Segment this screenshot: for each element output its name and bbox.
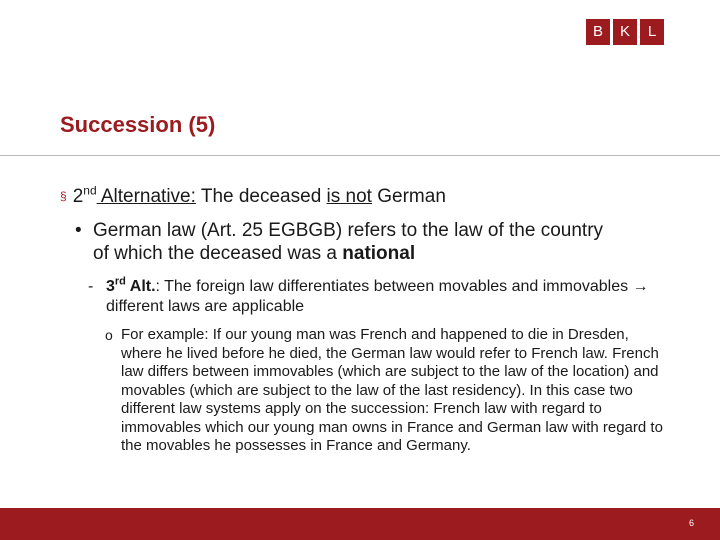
brand-logo: [586, 19, 664, 45]
section-bullet-icon: §: [60, 189, 67, 203]
circle-bullet-icon: o: [105, 327, 113, 343]
emphasis-is-not: is not: [326, 186, 372, 207]
ordinal-number: 2: [72, 186, 84, 207]
text-segment: : The foreign law differentiates between movables and immovables: [155, 278, 633, 295]
ordinal-suffix: nd: [83, 183, 97, 198]
ordinal-number: 3: [106, 278, 115, 295]
emphasis-national: national: [342, 243, 416, 264]
logo-letter-l: L: [640, 19, 664, 45]
example-paragraph: For example: If our young man was French and happened to die in Dresden, where he lived before he died, the German law would refer to French law. French law differs between immovables (which are subject to the law of the location) and movables (which are subject to the law of the last residency). In this case two different law systems apply on the succession: French law with regard to immovables which our young man owns in France and German law with regard to the movables he possesses in France and Germany.: [121, 326, 663, 454]
footer-bar: [0, 508, 720, 540]
text-segment: different laws are applicable: [106, 298, 305, 315]
bullet-level4: [105, 326, 665, 456]
bullet-level3-text: [106, 277, 658, 317]
bullet-level2: [75, 219, 615, 265]
bullet-level3: [88, 277, 658, 317]
text-segment: The deceased: [195, 186, 327, 207]
title-divider: [0, 155, 720, 156]
alt-label: Alt.: [125, 278, 156, 295]
bullet-level2-text: [93, 219, 615, 265]
dash-bullet-icon: -: [88, 278, 94, 295]
logo-letter-k: K: [613, 19, 637, 45]
slide-title: Succession (5): [60, 112, 216, 137]
bullet-level1: [60, 185, 446, 208]
ordinal-suffix: rd: [114, 275, 126, 288]
alternative-label: Alternative:: [96, 186, 196, 207]
text-segment: German law (Art. 25 EGBGB) refers to the law of the country of which the deceased was a: [93, 220, 604, 264]
logo-letter-b: B: [586, 19, 610, 45]
text-segment: German: [371, 186, 446, 207]
page-number: 6: [688, 518, 694, 528]
dot-bullet-icon: •: [75, 220, 82, 241]
right-arrow-icon: →: [632, 278, 649, 295]
